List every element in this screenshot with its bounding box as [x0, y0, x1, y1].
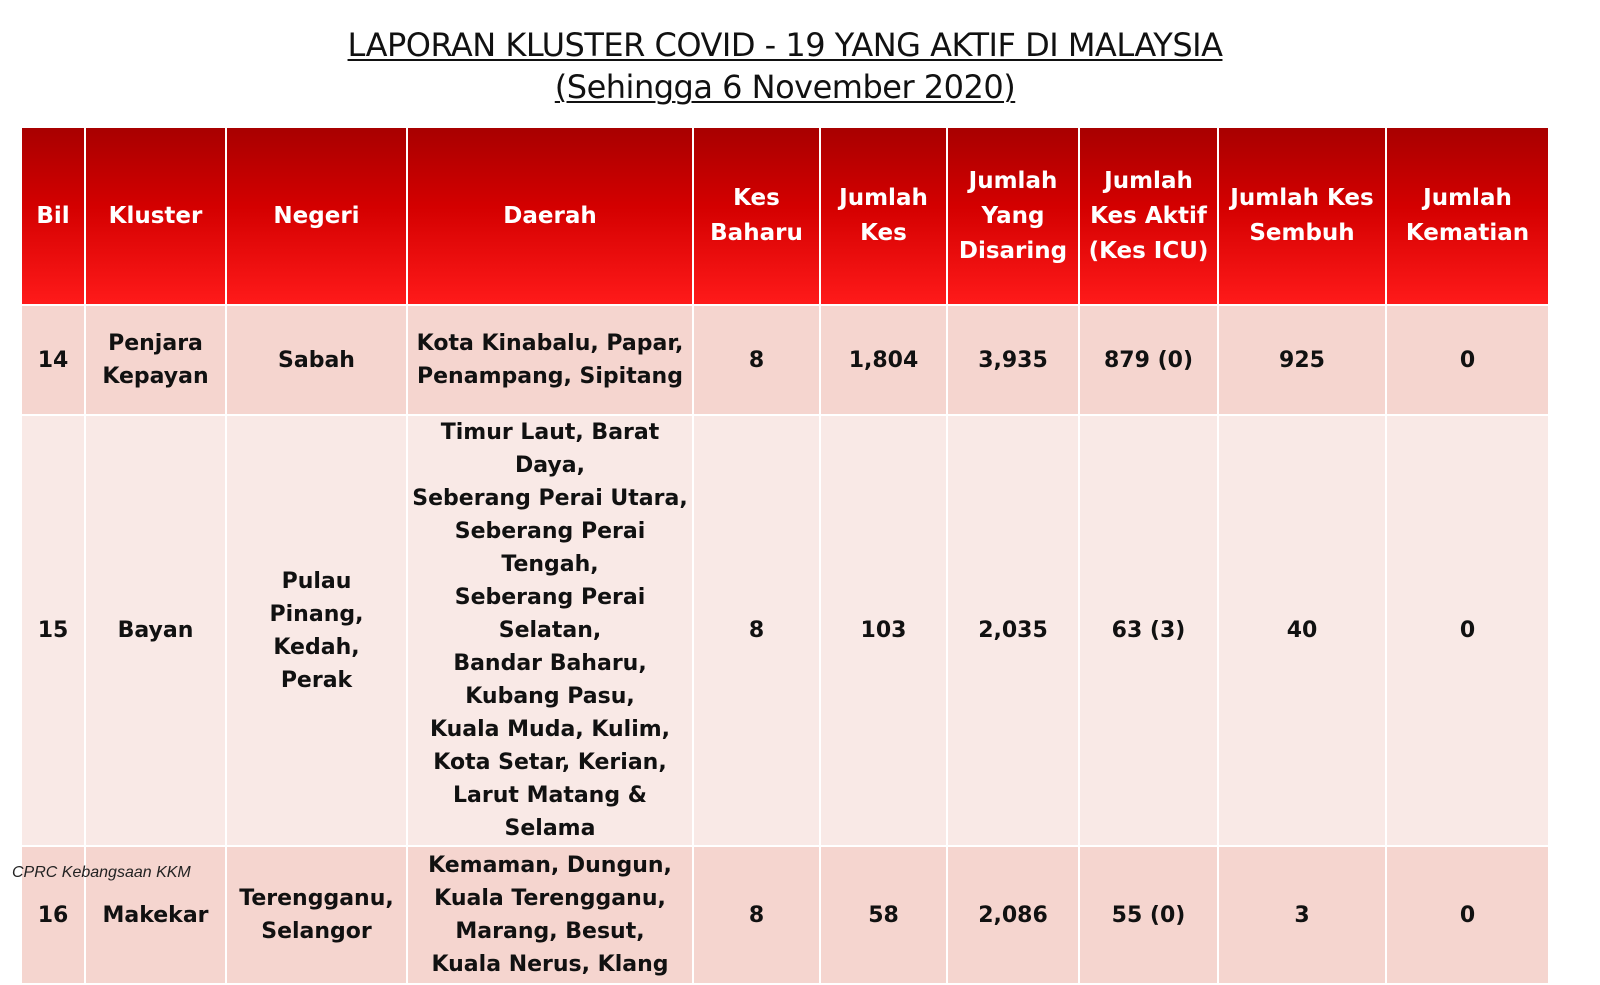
- cell-kes-baharu: 8: [693, 846, 820, 984]
- cell-jumlah-disaring: 3,935: [947, 305, 1079, 415]
- cell-bil: 14: [21, 305, 85, 415]
- cell-kes-sembuh: 925: [1218, 305, 1386, 415]
- header-kes-sembuh: Jumlah Kes Sembuh: [1218, 127, 1386, 305]
- cell-kes-baharu: 8: [693, 415, 820, 846]
- cell-bil: 16: [21, 846, 85, 984]
- cell-kes-aktif: 879 (0): [1079, 305, 1218, 415]
- source-note: CPRC Kebangsaan KKM: [12, 864, 191, 881]
- cell-kluster: Penjara Kepayan: [85, 305, 226, 415]
- cell-negeri: Terengganu, Selangor: [226, 846, 407, 984]
- cell-negeri: Pulau Pinang, Kedah, Perak: [226, 415, 407, 846]
- cell-daerah: Timur Laut, Barat Daya, Seberang Perai Utara, Seberang Perai Tengah, Seberang Perai Selatan, Bandar Baharu, Kubang Pasu, Kuala Muda, Kulim, Kota Setar, Kerian, Larut Matang & Selama: [407, 415, 693, 846]
- cell-jumlah-kes: 58: [820, 846, 947, 984]
- cell-daerah: Kemaman, Dungun, Kuala Terengganu, Marang, Besut, Kuala Nerus, Klang: [407, 846, 693, 984]
- cell-jumlah-disaring: 2,035: [947, 415, 1079, 846]
- header-negeri: Negeri: [226, 127, 407, 305]
- table-row: [21, 305, 1549, 415]
- header-bil: Bil: [21, 127, 85, 305]
- cell-kematian: 0: [1386, 305, 1549, 415]
- header-daerah: Daerah: [407, 127, 693, 305]
- cell-kes-aktif: 63 (3): [1079, 415, 1218, 846]
- cell-kematian: 0: [1386, 846, 1549, 984]
- header-kluster: Kluster: [85, 127, 226, 305]
- table-row: [21, 846, 1549, 984]
- cell-jumlah-kes: 1,804: [820, 305, 947, 415]
- header-row: [21, 127, 1549, 305]
- cell-kluster: Bayan: [85, 415, 226, 846]
- cell-jumlah-kes: 103: [820, 415, 947, 846]
- header-kematian: Jumlah Kematian: [1386, 127, 1549, 305]
- report-title: [0, 24, 1570, 108]
- cell-kematian: 0: [1386, 415, 1549, 846]
- cell-bil: 15: [21, 415, 85, 846]
- cell-kes-aktif: 55 (0): [1079, 846, 1218, 984]
- title-line-2: (Sehingga 6 November 2020): [554, 68, 1016, 106]
- table-row: [21, 415, 1549, 846]
- header-jumlah-kes: Jumlah Kes: [820, 127, 947, 305]
- cell-kes-sembuh: 40: [1218, 415, 1386, 846]
- header-kes-aktif: Jumlah Kes Aktif (Kes ICU): [1079, 127, 1218, 305]
- cell-kluster: Makekar: [85, 846, 226, 984]
- header-jumlah-disaring: Jumlah Yang Disaring: [947, 127, 1079, 305]
- cell-jumlah-disaring: 2,086: [947, 846, 1079, 984]
- cluster-table: [20, 126, 1550, 985]
- title-line-1: LAPORAN KLUSTER COVID - 19 YANG AKTIF DI MALAYSIA: [347, 26, 1223, 64]
- cell-kes-baharu: 8: [693, 305, 820, 415]
- cell-negeri: Sabah: [226, 305, 407, 415]
- header-kes-baharu: Kes Baharu: [693, 127, 820, 305]
- cell-kes-sembuh: 3: [1218, 846, 1386, 984]
- cell-daerah: Kota Kinabalu, Papar, Penampang, Sipitang: [407, 305, 693, 415]
